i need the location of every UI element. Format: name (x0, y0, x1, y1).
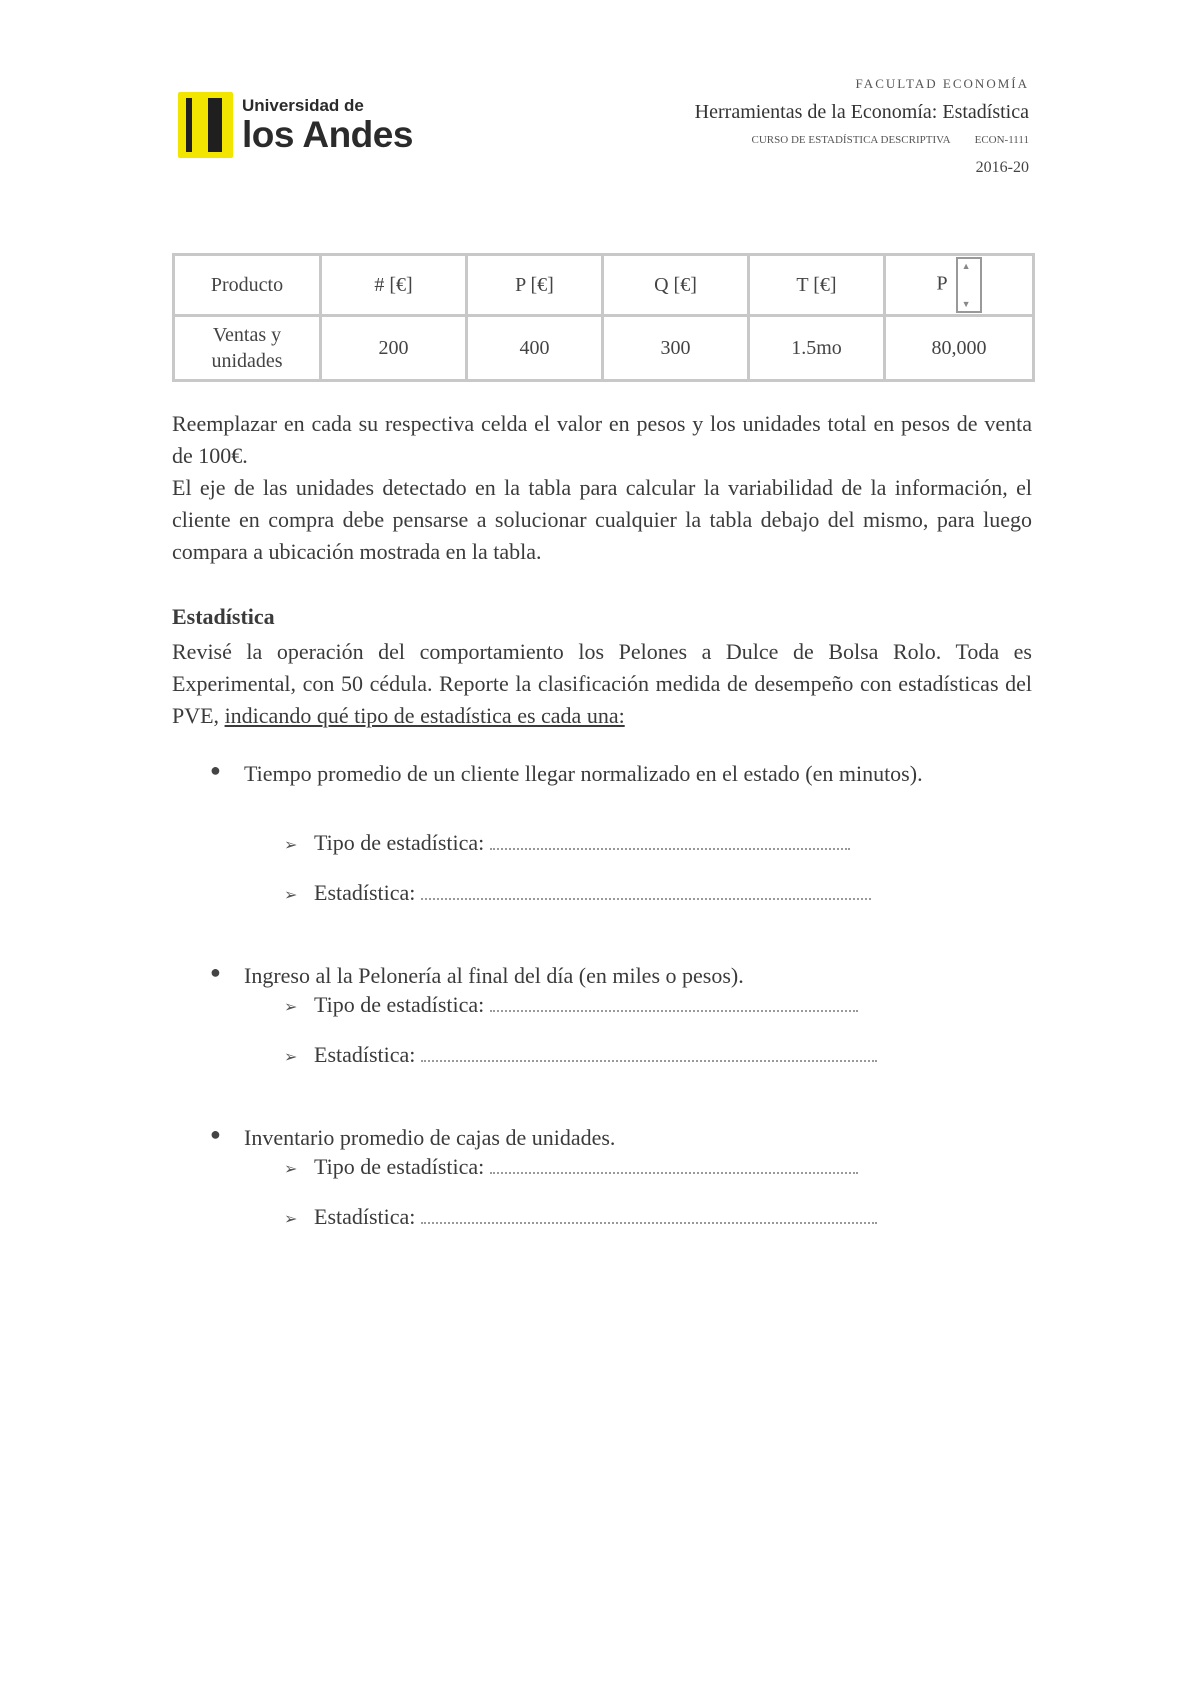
sub-item-type (284, 992, 858, 1018)
table-cell: 1.5mo (749, 316, 885, 381)
arrow-icon: ➢ (284, 1049, 298, 1066)
logo-text-line1: Universidad de (242, 96, 364, 115)
sub-item-label: Tipo de estadística: (314, 992, 485, 1017)
sub-item-label: Estadística: (314, 1204, 416, 1229)
sub-item-statistic (284, 1204, 877, 1230)
university-logo (168, 88, 428, 168)
course-code: ECON-1111 (974, 134, 1029, 146)
table-cell-text: P (936, 272, 948, 295)
logo-text-line2: los Andes (242, 114, 413, 155)
sub-item-statistic (284, 1042, 877, 1068)
arrow-icon: ➢ (284, 887, 298, 904)
sub-item-type (284, 1154, 858, 1180)
sub-item-statistic (284, 880, 871, 906)
bullet-icon: ● (210, 1124, 221, 1144)
table-cell: 80,000 (885, 316, 1034, 381)
table-row (174, 316, 1034, 381)
paragraph-3 (172, 636, 1032, 732)
table-cell: P [€] (467, 255, 603, 316)
paragraph-3-underlined: indicando qué tipo de estadística es cada una: (224, 703, 625, 728)
department-label: FACULTAD ECONOMÍA (855, 76, 1029, 91)
table-cell: Ventas y unidades (174, 316, 321, 381)
table-cell: 400 (467, 316, 603, 381)
section-heading-estadistica: Estadística (172, 604, 275, 629)
subtitle-text: CURSO DE ESTADÍSTICA DESCRIPTIVA (751, 134, 951, 146)
list-item: Ingreso al la Pelonería al final del día (en miles o pesos). (244, 963, 744, 988)
sub-item-label: Estadística: (314, 1042, 416, 1067)
table-cell (885, 255, 1034, 316)
table-cell: 300 (603, 316, 749, 381)
table-cell: Producto (174, 255, 321, 316)
paragraph-2: El eje de las unidades detectado en la tabla para calcular la variabilidad de la información, el cliente en compra debe pensarse a solucionar cualquier la tabla debajo del mismo, para luego compara a ubicación mostrada en la tabla. (172, 475, 1032, 564)
paragraph-1: Reemplazar en cada su respectiva celda el valor en pesos y los unidades total en pesos de venta de 100€. (172, 411, 1032, 468)
course-subtitle (752, 134, 1029, 146)
arrow-icon: ➢ (284, 1161, 298, 1178)
answer-line[interactable] (490, 992, 858, 1012)
bullet-icon: ● (210, 760, 221, 780)
answer-line[interactable] (421, 1042, 877, 1062)
answer-line[interactable] (421, 1204, 877, 1224)
course-title: Herramientas de la Economía: Estadística (694, 101, 1029, 123)
table-cell: 200 (321, 316, 467, 381)
arrow-icon: ➢ (284, 1211, 298, 1228)
arrow-icon: ➢ (284, 999, 298, 1016)
answer-line[interactable] (490, 830, 850, 850)
list-item: Inventario promedio de cajas de unidades. (244, 1125, 616, 1150)
list-item: Tiempo promedio de un cliente llegar normalizado en el estado (en minutos). (244, 761, 923, 786)
arrow-icon: ➢ (284, 837, 298, 854)
sub-item-label: Tipo de estadística: (314, 1154, 485, 1179)
sub-item-label: Tipo de estadística: (314, 830, 485, 855)
sub-item-type (284, 830, 850, 856)
spinner-icon[interactable] (956, 257, 982, 313)
data-table (172, 253, 1035, 382)
period-label: 2016-20 (975, 159, 1029, 176)
table-cell: T [€] (749, 255, 885, 316)
paragraph-3-text: Revisé la operación del comportamiento los Pelones a Dulce de Bolsa Rolo. Toda es Experimental, con 50 cédula. Reporte la clasificación medida de desempeño con estadísticas del PVE, (172, 639, 1032, 728)
answer-line[interactable] (490, 1154, 858, 1174)
logo-mark-icon (178, 92, 233, 158)
table-row (174, 255, 1034, 316)
table-cell: Q [€] (603, 255, 749, 316)
answer-line[interactable] (421, 880, 871, 900)
bullet-icon: ● (210, 962, 221, 982)
table-cell: # [€] (321, 255, 467, 316)
sub-item-label: Estadística: (314, 880, 416, 905)
